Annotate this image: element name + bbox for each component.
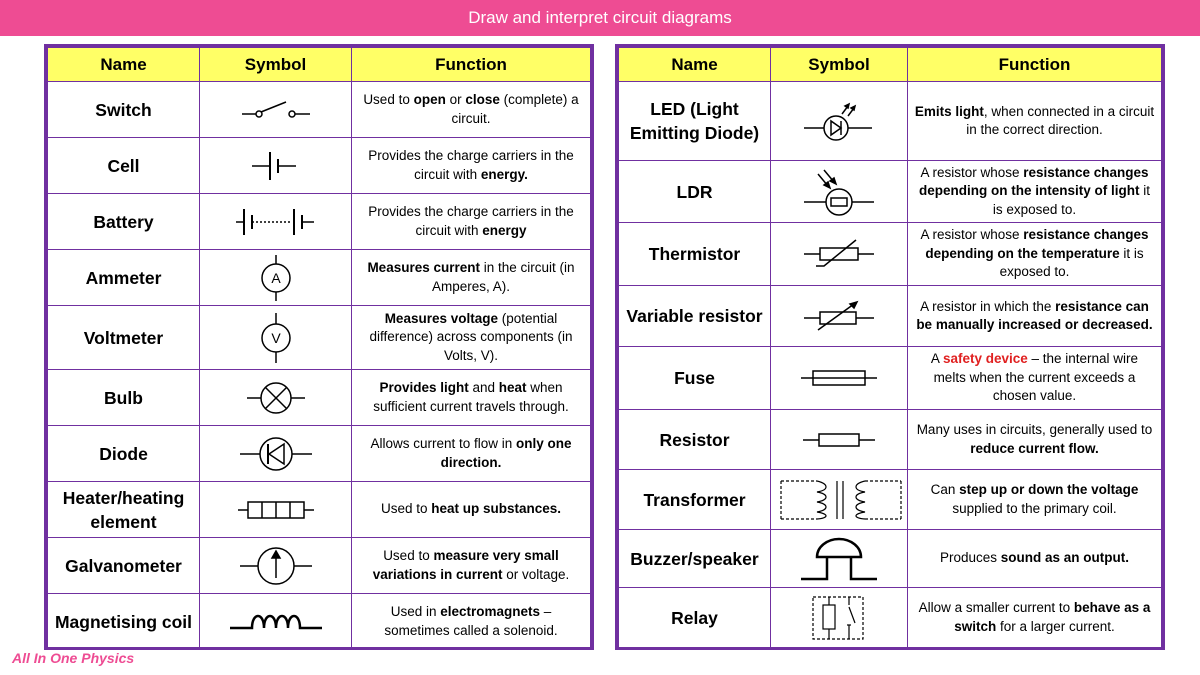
- symbol-cell: [200, 250, 352, 306]
- component-name: Heater/heating element: [48, 482, 200, 538]
- table-header-row: [48, 48, 591, 82]
- function-text: A resistor whose resistance changes depending on the intensity of light it is exposed to.: [908, 161, 1162, 223]
- header-function: Function: [908, 48, 1162, 82]
- component-name: Relay: [619, 588, 771, 648]
- heater-symbol-icon: [236, 498, 316, 522]
- function-text: Provides light and heat when sufficient current travels through.: [352, 370, 591, 426]
- component-name: LDR: [619, 161, 771, 223]
- component-name: LED (Light Emitting Diode): [619, 82, 771, 161]
- page-title: Draw and interpret circuit diagrams: [0, 0, 1200, 36]
- symbol-cell: [771, 223, 908, 286]
- right-symbols-table: [615, 44, 1165, 650]
- function-text: Provides the charge carriers in the circuit with energy.: [352, 138, 591, 194]
- table-row: [619, 286, 1162, 347]
- symbol-cell: [771, 286, 908, 347]
- symbol-cell: [200, 538, 352, 594]
- function-text: Used in electromagnets – sometimes called a solenoid.: [352, 594, 591, 650]
- table-row: [48, 538, 591, 594]
- function-text: A resistor in which the resistance can be manually increased or decreased.: [908, 286, 1162, 347]
- table-row: [48, 194, 591, 250]
- thermistor-symbol-icon: [802, 234, 876, 274]
- table-row: [619, 470, 1162, 530]
- table-row: [619, 530, 1162, 588]
- table-row: [619, 347, 1162, 410]
- symbol-cell: [200, 594, 352, 650]
- led-symbol-icon: [802, 96, 876, 146]
- component-name: Bulb: [48, 370, 200, 426]
- symbol-cell: [771, 470, 908, 530]
- symbol-cell: [771, 347, 908, 410]
- ldr-symbol-icon: [802, 166, 876, 218]
- battery-symbol-icon: [234, 204, 318, 240]
- header-function: Function: [352, 48, 591, 82]
- transformer-symbol-icon: [777, 475, 905, 525]
- function-text: Many uses in circuits, generally used to reduce current flow.: [908, 410, 1162, 470]
- symbol-cell: [200, 138, 352, 194]
- component-name: Galvanometer: [48, 538, 200, 594]
- header-name: Name: [619, 48, 771, 82]
- function-text: Allow a smaller current to behave as a switch for a larger current.: [908, 588, 1162, 648]
- header-symbol: Symbol: [771, 48, 908, 82]
- function-text: Allows current to flow in only one direction.: [352, 426, 591, 482]
- function-text: Produces sound as an output.: [908, 530, 1162, 588]
- table-row: [48, 82, 591, 138]
- relay-symbol-icon: [809, 593, 869, 643]
- component-name: Buzzer/speaker: [619, 530, 771, 588]
- table-row: [619, 82, 1162, 161]
- symbol-cell: [200, 370, 352, 426]
- component-name: Ammeter: [48, 250, 200, 306]
- symbol-cell: [771, 82, 908, 161]
- component-name: Fuse: [619, 347, 771, 410]
- component-name: Resistor: [619, 410, 771, 470]
- variable-resistor-symbol-icon: [802, 296, 876, 336]
- component-name: Battery: [48, 194, 200, 250]
- voltmeter-symbol-icon: [256, 311, 296, 365]
- ammeter-letter: A: [270, 269, 281, 286]
- table-header-row: [619, 48, 1162, 82]
- footer-brand: All In One Physics: [12, 650, 135, 666]
- symbol-cell: [771, 410, 908, 470]
- header-symbol: Symbol: [200, 48, 352, 82]
- table-row: [48, 138, 591, 194]
- table-row: [619, 588, 1162, 648]
- table-row: [48, 594, 591, 650]
- buzzer-symbol-icon: [799, 535, 879, 583]
- symbol-cell: [771, 588, 908, 648]
- function-text: A safety device – the internal wire melts when the current exceeds a chosen value.: [908, 347, 1162, 410]
- symbol-cell: [771, 530, 908, 588]
- component-name: Variable resistor: [619, 286, 771, 347]
- symbol-cell: [200, 306, 352, 370]
- table-row: [48, 426, 591, 482]
- table-row: [619, 161, 1162, 223]
- function-text: Measures current in the circuit (in Amperes, A).: [352, 250, 591, 306]
- table-row: [48, 306, 591, 370]
- resistor-symbol-icon: [799, 428, 879, 452]
- component-name: Voltmeter: [48, 306, 200, 370]
- table-row: [48, 482, 591, 538]
- function-text: Used to heat up substances.: [352, 482, 591, 538]
- coil-symbol-icon: [228, 608, 324, 636]
- component-name: Transformer: [619, 470, 771, 530]
- function-text: Can step up or down the voltage supplied to the primary coil.: [908, 470, 1162, 530]
- symbol-cell: [771, 161, 908, 223]
- table-row: [619, 223, 1162, 286]
- symbol-cell: [200, 194, 352, 250]
- header-name: Name: [48, 48, 200, 82]
- switch-symbol-icon: [236, 98, 316, 122]
- component-name: Switch: [48, 82, 200, 138]
- component-name: Magnetising coil: [48, 594, 200, 650]
- function-text: Used to measure very small variations in current or voltage.: [352, 538, 591, 594]
- function-text: Emits light, when connected in a circuit in the correct direction.: [908, 82, 1162, 161]
- table-row: [619, 410, 1162, 470]
- ammeter-symbol-icon: [256, 253, 296, 303]
- galvanometer-symbol-icon: [236, 544, 316, 588]
- table-row: [48, 250, 591, 306]
- component-name: Thermistor: [619, 223, 771, 286]
- symbol-cell: [200, 482, 352, 538]
- function-text: Provides the charge carriers in the circuit with energy: [352, 194, 591, 250]
- fuse-symbol-icon: [799, 366, 879, 390]
- function-text: Used to open or close (complete) a circuit.: [352, 82, 591, 138]
- cell-symbol-icon: [246, 148, 306, 184]
- component-name: Cell: [48, 138, 200, 194]
- diode-symbol-icon: [236, 434, 316, 474]
- function-text: A resistor whose resistance changes depending on the temperature it is exposed to.: [908, 223, 1162, 286]
- function-text: Measures voltage (potential difference) across components (in Volts, V).: [352, 306, 591, 370]
- table-row: [48, 370, 591, 426]
- voltmeter-letter: V: [270, 329, 281, 346]
- component-name: Diode: [48, 426, 200, 482]
- bulb-symbol-icon: [241, 378, 311, 418]
- symbol-cell: [200, 426, 352, 482]
- left-symbols-table: [44, 44, 594, 650]
- symbol-cell: [200, 82, 352, 138]
